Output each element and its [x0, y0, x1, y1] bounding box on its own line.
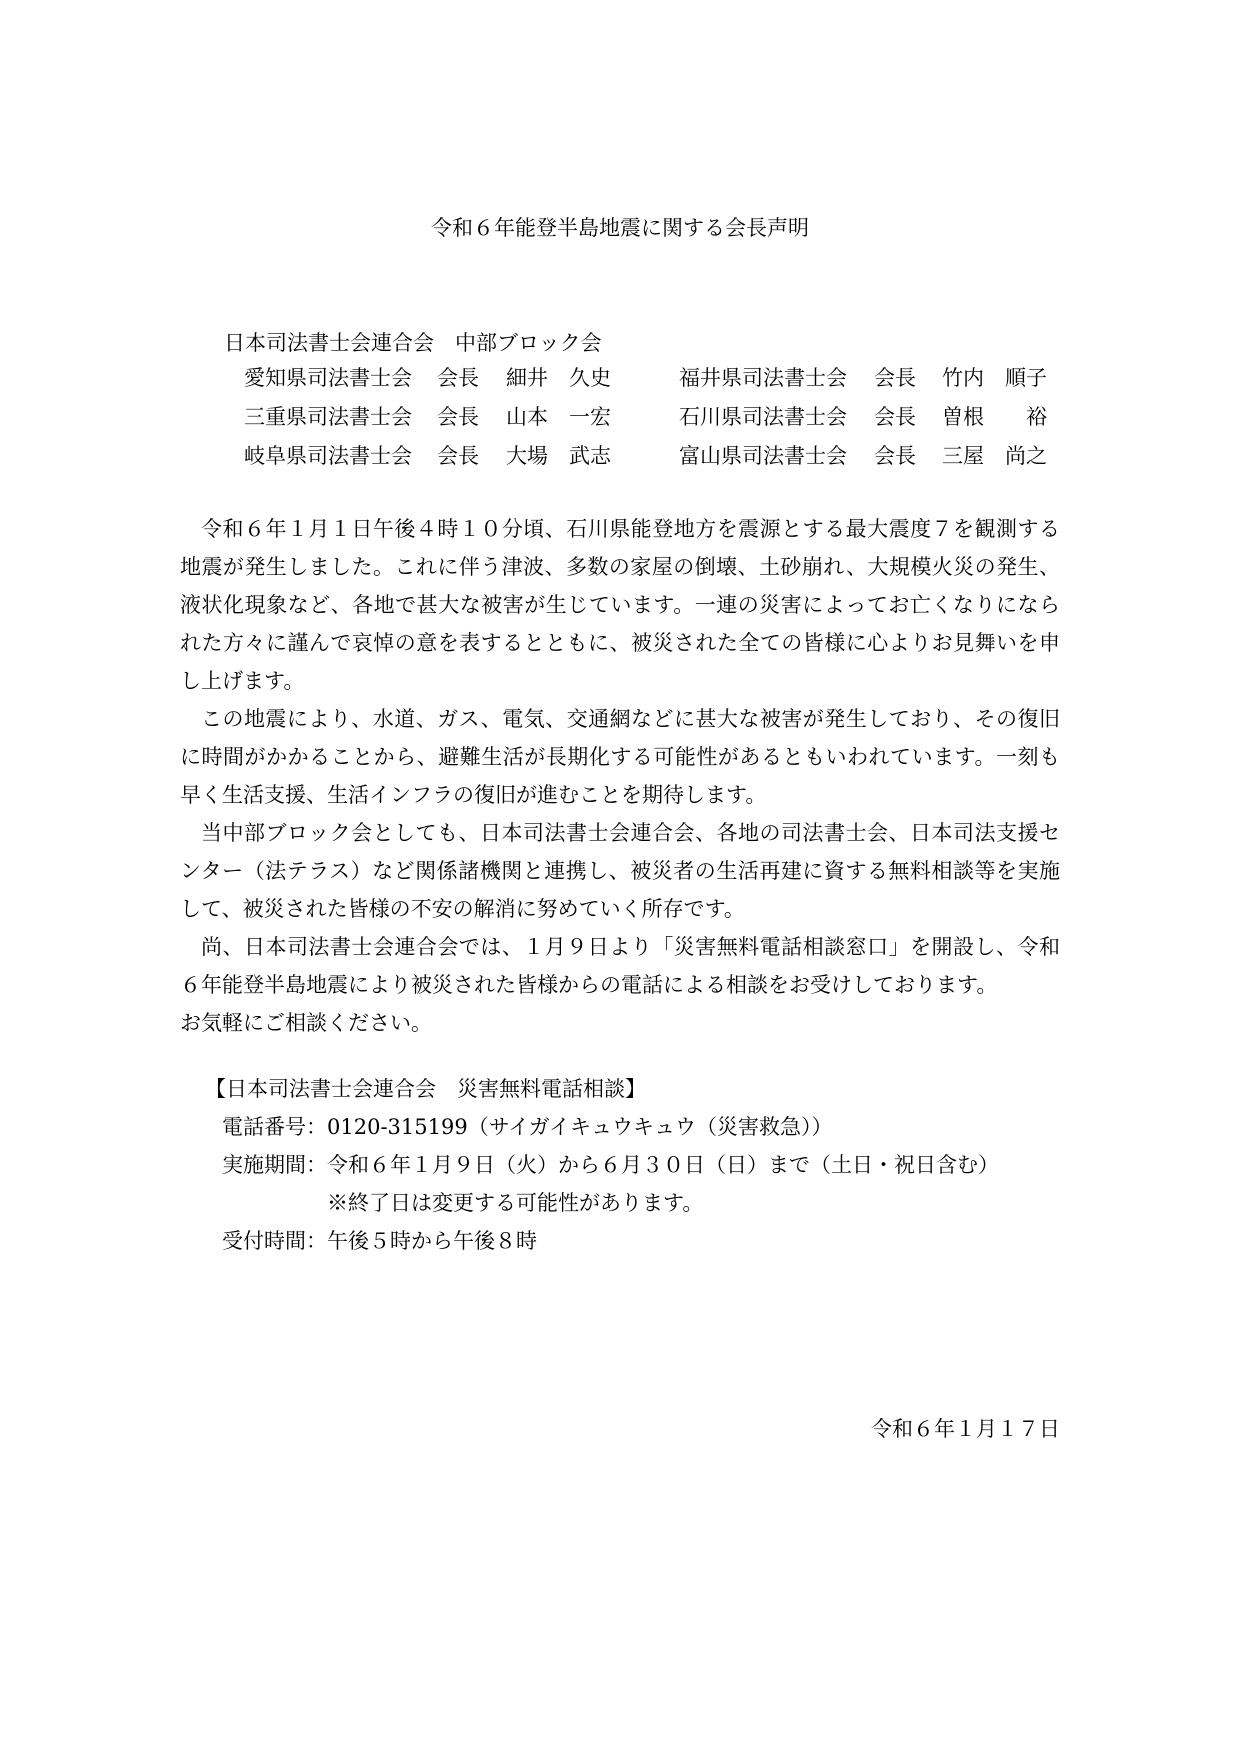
signer-name: 細井 久史	[506, 366, 611, 390]
signer-row	[0, 401, 1240, 431]
hours-label: 受付時間：	[222, 1229, 327, 1253]
signer-name: 竹内 順子	[942, 366, 1047, 390]
statement-date: 令和６年１月１７日	[871, 1417, 1060, 1441]
period-value: 令和６年１月９日（火）から６月３０日（日）まで（土日・祝日含む）	[327, 1153, 999, 1177]
signer-role: 会長	[874, 444, 916, 468]
signer-association: 福井県司法書士会	[679, 366, 847, 390]
hotline-hours-row	[205, 1222, 999, 1260]
body-paragraph: 尚、日本司法書士会連合会では、１月９日より「災害無料電話相談窓口」を開設し、令和６年能登半島地震により被災された皆様からの電話による相談をお受けしております。	[180, 935, 1060, 997]
signer-name: 大場 武志	[506, 444, 611, 468]
period-label: 実施期間：	[222, 1153, 327, 1177]
hotline-info	[205, 1070, 999, 1260]
body-paragraph: この地震により、水道、ガス、電気、交通網などに甚大な被害が発生しており、その復旧に時間がかかることから、避難生活が長期化する可能性があるともいわれています。一刻も早く生活支援、生活インフラの復旧が進むことを期待します。	[180, 707, 1060, 807]
signer-name: 曽根 裕	[942, 405, 1047, 429]
signer-role: 会長	[874, 405, 916, 429]
signer-row	[0, 440, 1240, 470]
signer-association: 三重県司法書士会	[244, 405, 412, 429]
signer-association: 富山県司法書士会	[679, 444, 847, 468]
signer-role: 会長	[874, 366, 916, 390]
organization-name: 日本司法書士会連合会 中部ブロック会	[224, 331, 602, 355]
phone-label: 電話番号：	[222, 1115, 327, 1139]
statement-body	[180, 510, 1060, 1042]
signer-role: 会長	[437, 405, 479, 429]
page-title: 令和６年能登半島地震に関する会長声明	[431, 216, 809, 240]
signer-association: 石川県司法書士会	[679, 405, 847, 429]
signer-role: 会長	[437, 366, 479, 390]
hours-value: 午後５時から午後８時	[327, 1229, 537, 1253]
signer-name: 三屋 尚之	[942, 444, 1047, 468]
phone-number: 0120-315199（サイガイキュウキュウ（災害救急））	[327, 1115, 833, 1139]
hotline-title: 【日本司法書士会連合会 災害無料電話相談】	[205, 1077, 646, 1101]
body-paragraph: 当中部ブロック会としても、日本司法書士会連合会、各地の司法書士会、日本司法支援センター（法テラス）など関係諸機関と連携し、被災者の生活再建に資する無料相談等を実施して、被災された皆様の不安の解消に努めていく所存です。	[180, 821, 1060, 921]
body-paragraph: 令和６年１月１日午後４時１０分頃、石川県能登地方を震源とする最大震度７を観測する地震が発生しました。これに伴う津波、多数の家屋の倒壊、土砂崩れ、大規模火災の発生、液状化現象など、各地で甚大な被害が生じています。一連の災害によってお亡くなりになられた方々に謹んで哀悼の意を表するとともに、被災された全ての皆様に心よりお見舞いを申し上げます。	[180, 517, 1060, 693]
signer-association: 愛知県司法書士会	[244, 366, 412, 390]
signer-role: 会長	[437, 444, 479, 468]
signer-row	[0, 362, 1240, 392]
body-paragraph: お気軽にご相談ください。	[180, 1011, 432, 1035]
signer-name: 山本 一宏	[506, 405, 611, 429]
period-note: ※終了日は変更する可能性があります。	[327, 1191, 704, 1215]
signer-association: 岐阜県司法書士会	[244, 444, 412, 468]
hotline-phone-row	[205, 1108, 999, 1146]
hotline-period-row	[205, 1146, 999, 1184]
